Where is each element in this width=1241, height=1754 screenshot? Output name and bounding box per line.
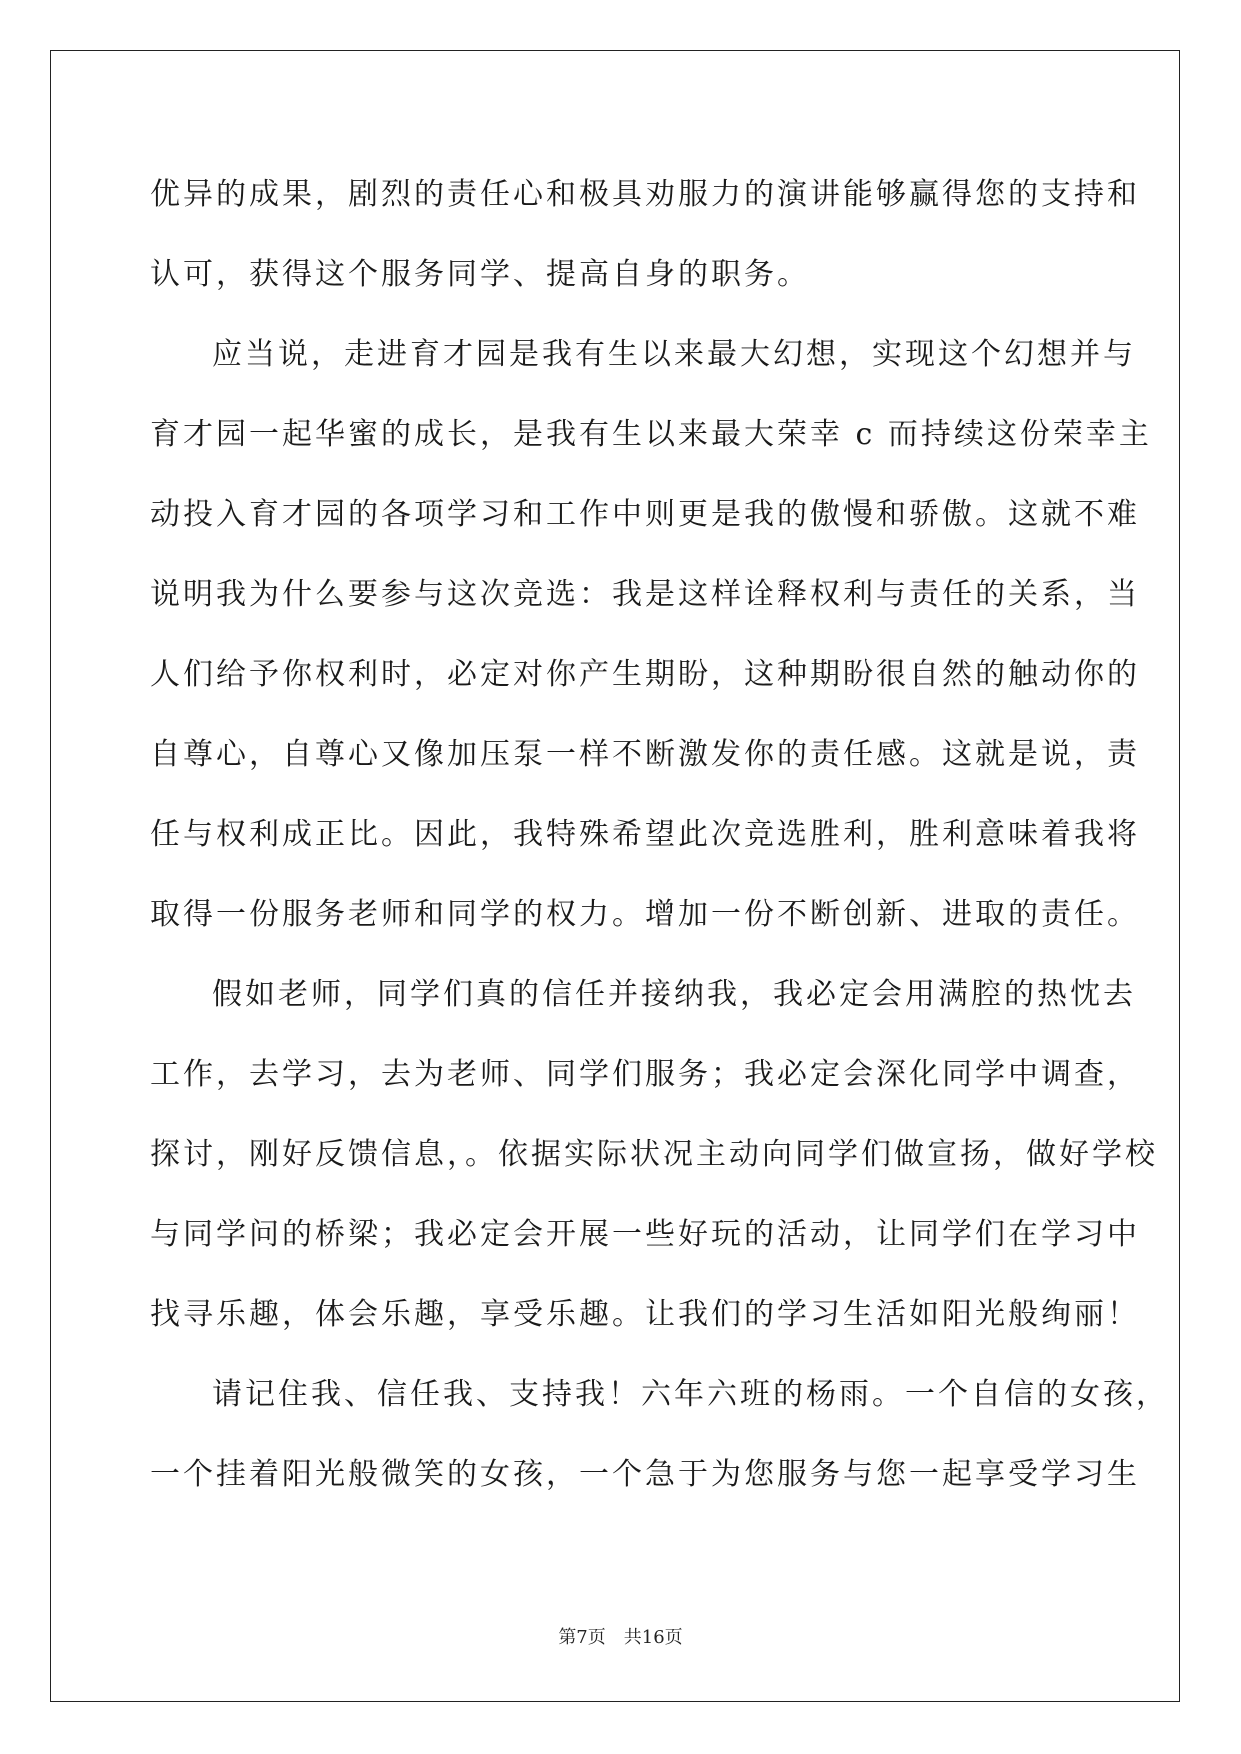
document-body	[150, 155, 1169, 1515]
text-line: 工作，去学习，去为老师、同学们服务；我必定会深化同学中调查，	[150, 1057, 1140, 1092]
text-line: 人们给予你权利时，必定对你产生期盼，这种期盼很自然的触动你的	[150, 657, 1140, 692]
page-number: 第7页	[558, 1627, 606, 1648]
text-line: 应当说，走进育才园是我有生以来最大幻想，实现这个幻想并与	[212, 337, 1136, 372]
text-line: 探讨，刚好反馈信息，。依据实际状况主动向同学们做宣扬，做好学校	[150, 1137, 1158, 1172]
page-total: 共16页	[623, 1627, 683, 1648]
text-line: 任与权利成正比。因此，我特殊希望此次竞选胜利，胜利意味着我将	[150, 817, 1140, 852]
text-line: 动投入育才园的各项学习和工作中则更是我的傲慢和骄傲。这就不难	[150, 497, 1140, 532]
text-line: 假如老师，同学们真的信任并接纳我，我必定会用满腔的热忱去	[212, 977, 1136, 1012]
text-line: 育才园一起华蜜的成长，是我有生以来最大荣幸 c 而持续这份荣幸主	[150, 417, 1152, 452]
page-footer	[0, 1623, 1241, 1649]
text-line: 取得一份服务老师和同学的权力。增加一份不断创新、进取的责任。	[150, 897, 1140, 932]
text-line: 一个挂着阳光般微笑的女孩，一个急于为您服务与您一起享受学习生	[150, 1457, 1140, 1492]
text-line: 自尊心，自尊心又像加压泵一样不断激发你的责任感。这就是说，责	[150, 737, 1140, 772]
text-line: 与同学问的桥梁；我必定会开展一些好玩的活动，让同学们在学习中	[150, 1217, 1140, 1252]
text-line: 优异的成果，剧烈的责任心和极具劝服力的演讲能够赢得您的支持和	[150, 177, 1140, 212]
text-line: 说明我为什么要参与这次竞选：我是这样诠释权利与责任的关系，当	[150, 577, 1140, 612]
text-line: 认可，获得这个服务同学、提高自身的职务。	[150, 257, 810, 292]
text-line: 请记住我、信任我、支持我！六年六班的杨雨。一个自信的女孩，	[212, 1377, 1169, 1412]
text-line: 找寻乐趣，体会乐趣，享受乐趣。让我们的学习生活如阳光般绚丽！	[150, 1297, 1140, 1332]
